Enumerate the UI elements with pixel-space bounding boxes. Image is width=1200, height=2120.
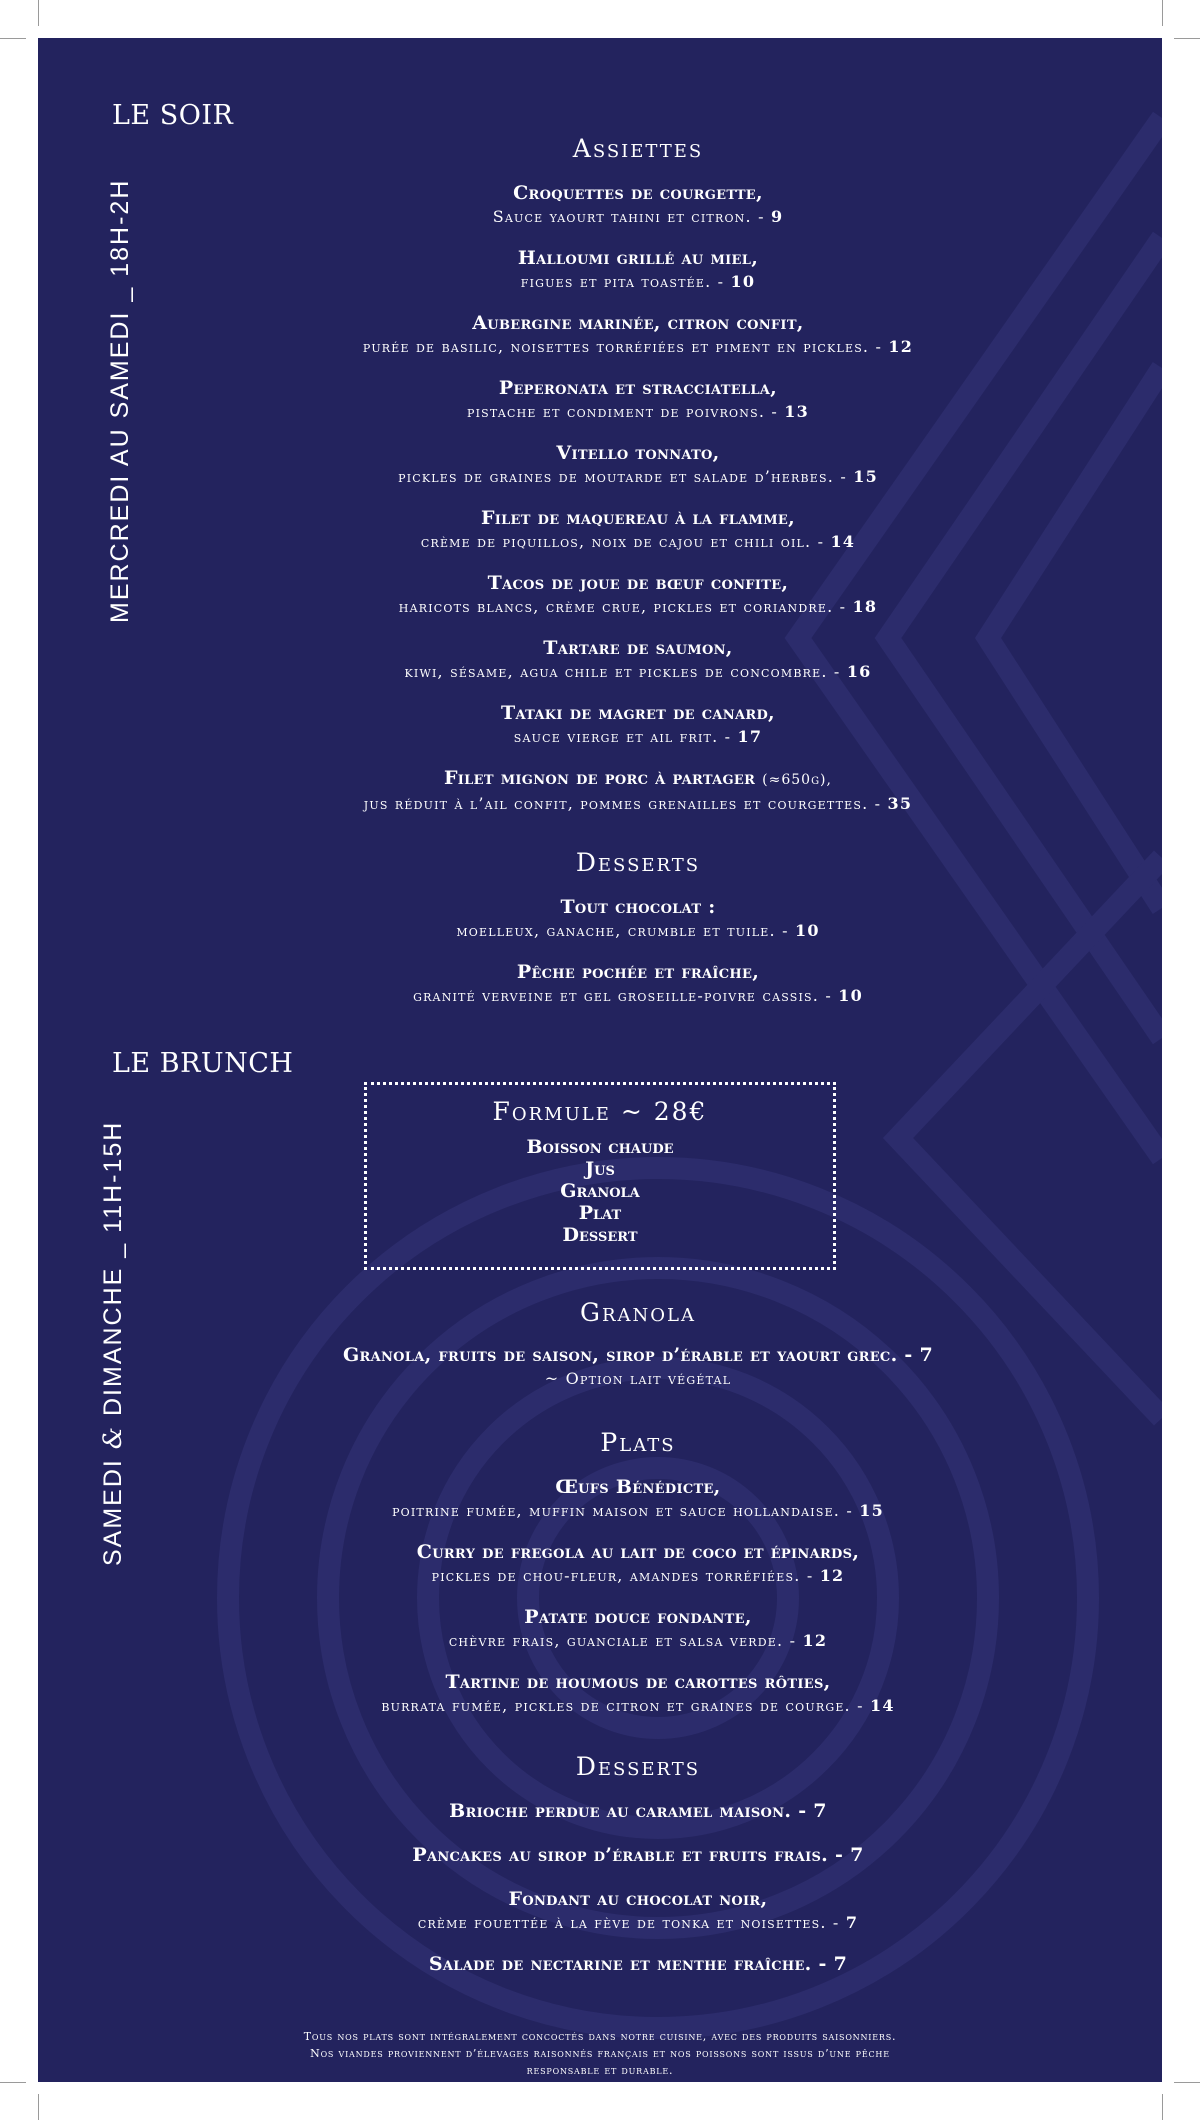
menu-page xyxy=(38,38,1162,2082)
menu-item: Croquettes de courgette, Sauce yaourt tahini et citron. - 9 xyxy=(492,182,784,226)
menu-item: Œufs Bénédicte, poitrine fumée, muffin maison et sauce hollandaise. - 15 xyxy=(392,1476,884,1520)
menu-item: Granola, fruits de saison, sirop d’érable et yaourt grec. - 7 ~ Option lait végétal xyxy=(342,1344,934,1388)
crop-mark xyxy=(1162,2094,1163,2120)
footer-note: Tous nos plats sont intégralement concoctés dans notre cuisine, avec des produits saisonniers. Nos viandes proviennent d’élevages raisonnés français et nos poissons sont issus d’une pêche responsable et durable. xyxy=(303,2030,897,2077)
crop-mark xyxy=(38,0,39,26)
crop-mark xyxy=(0,2082,26,2083)
formula-line: Granola xyxy=(560,1180,640,1202)
formula-line: Jus xyxy=(585,1158,615,1180)
menu-item: Tartare de saumon, kiwi, sésame, agua chile et pickles de concombre. - 16 xyxy=(404,637,872,681)
crop-mark xyxy=(1162,0,1163,26)
soir-schedule: MERCREDI AU SAMEDI _ 18H-2H xyxy=(106,178,134,623)
menu-item: Curry de fregola au lait de coco et épinards, pickles de chou-fleur, amandes torréfiées. - 12 xyxy=(416,1541,860,1585)
soir-title: LE SOIR xyxy=(112,100,234,131)
menu-item: Tartine de houmous de carottes rôties, burrata fumée, pickles de citron et graines de courge. - 14 xyxy=(381,1671,895,1715)
menu-item: Fondant au chocolat noir, crème fouettée à la fève de tonka et noisettes. - 7 xyxy=(417,1888,859,1932)
formula-line: Plat xyxy=(578,1202,622,1224)
crop-mark xyxy=(1174,2082,1200,2083)
brunch-formula-box xyxy=(364,1082,836,1270)
menu-item: Pêche pochée et fraîche, granité verveine et gel groseille-poivre cassis. - 10 xyxy=(413,961,863,1005)
formula-title: Formule ~ 28€ xyxy=(492,1097,708,1126)
menu-item: Halloumi grillé au miel, figues et pita toastée. - 10 xyxy=(517,247,759,291)
menu-item: Patate douce fondante, chèvre frais, guanciale et salsa verde. - 12 xyxy=(448,1606,828,1650)
menu-item: Aubergine marinée, citron confit, purée de basilic, noisettes torréfiées et piment en pickles. - 12 xyxy=(362,312,914,356)
soir-desserts-heading: Desserts xyxy=(575,848,701,877)
menu-item: Vitello tonnato, pickles de graines de moutarde et salade d’herbes. - 15 xyxy=(398,442,878,486)
menu-item: Brioche perdue au caramel maison. - 7 xyxy=(449,1800,827,1822)
menu-item: Filet de maquereau à la flamme, crème de piquillos, noix de cajou et chili oil. - 14 xyxy=(420,507,856,551)
menu-item: Salade de nectarine et menthe fraîche. - 7 xyxy=(428,1953,848,1975)
assiettes-heading: Assiettes xyxy=(572,134,704,163)
menu-item: Pancakes au sirop d’érable et fruits frais. - 7 xyxy=(412,1844,864,1866)
crop-mark xyxy=(38,2094,39,2120)
brunch-title: LE BRUNCH xyxy=(112,1048,294,1079)
formula-line: Boisson chaude xyxy=(526,1136,674,1158)
menu-item: Tout chocolat : moelleux, ganache, crumble et tuile. - 10 xyxy=(456,896,820,940)
menu-item: Peperonata et stracciatella, pistache et condiment de poivrons. - 13 xyxy=(467,377,809,421)
menu-item: Tataki de magret de canard, sauce vierge et ail frit. - 17 xyxy=(501,702,775,746)
crop-mark xyxy=(1174,38,1200,39)
menu-item: Filet mignon de porc à partager (≈650g), jus réduit à l’ail confit, pommes grenailles et courgettes. - 35 xyxy=(363,767,913,813)
menu-item: Tacos de joue de bœuf confite, haricots blancs, crème crue, pickles et coriandre. - 18 xyxy=(398,572,878,616)
formula-line: Dessert xyxy=(562,1224,638,1246)
brunch-schedule: SAMEDI & DIMANCHE _ 11H-15H xyxy=(98,1120,127,1566)
crop-mark xyxy=(0,38,26,39)
granola-heading: Granola xyxy=(580,1298,696,1327)
plats-heading: Plats xyxy=(600,1428,676,1457)
brunch-desserts-heading: Desserts xyxy=(575,1752,701,1781)
